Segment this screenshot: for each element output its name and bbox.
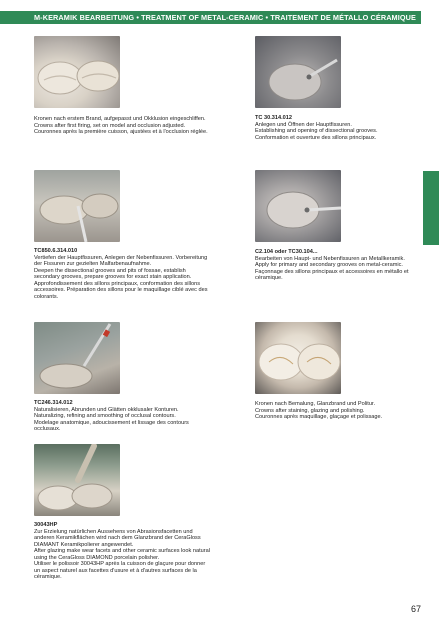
caption-line: Vertiefen der Hauptfissuren, Anlegen der Nebenfissuren. Vorbereitung der Fissuren zur gezielten Malfarbenaufnahme. (34, 254, 208, 267)
caption-2 (255, 115, 415, 141)
photo-c2104 (255, 170, 341, 242)
photo-tc30314012 (255, 36, 341, 108)
caption-line: Zur Erzielung natürlichen Aussehens von Abrasionsfacetten und anderen Keramikflächen wird nach dem Glanzbrand der CeraGloss DIAMANT Keramikpolierer angewendet. (34, 528, 201, 548)
bur-on-crown-illustration (255, 170, 341, 242)
caption-1 (34, 116, 212, 136)
caption-line: Apply for primary and secondary grooves on metal-ceramic. (255, 262, 403, 268)
page-number: 67 (411, 604, 422, 614)
caption-line: Approfondissement des sillons principaux, conformation des sillons accessoires. Préparation des sillons pour le maquillage ciblé avec des colorants. (34, 280, 208, 300)
caption-line: Kronen nach erstem Brand, aufgepasst und Okklusion eingeschliffen. (34, 116, 206, 122)
caption-4 (255, 249, 411, 282)
photo-30043hp (34, 444, 120, 516)
photo-tc8506314010 (34, 170, 120, 242)
caption-line: Bearbeiten von Haupt- und Nebenfissuren an Metallkeramik. (255, 255, 405, 262)
caption-7 (34, 522, 212, 581)
caption-line: Naturalisieren, Abrunden und Glätten okklusaler Konturen. (34, 406, 179, 413)
caption-line: After glazing make wear facets and other ceramic surfaces look natural using the CeraGloss DIAMOND porcelain polisher. (34, 548, 210, 561)
caption-line: Naturalizing, refining and smoothing of occlusal contours. (34, 413, 176, 419)
caption-line: Deepen the dissectional grooves and pits of fossae, establish secondary grooves, prepare grooves for exact stain application. (34, 267, 192, 280)
product-code: TC850.6.314.010 (34, 248, 78, 254)
caption-line: Anlegen und Öffnen der Hauptfissuren. (255, 121, 352, 128)
bur-on-teeth-illustration (34, 170, 120, 242)
photo-crowns-after-glazing (255, 322, 341, 394)
bur-on-teeth-illustration (34, 322, 120, 394)
caption-line: Modelage anatomique, adoucissement et lissage des contours occlusaux. (34, 419, 189, 432)
caption-line: Façonnage des sillons principaux et accessoires en métallo et céramique. (255, 268, 409, 281)
caption-line: Utiliser le polissoir 30043HP après la cuisson de glaçure pour donner un aspect naturel aux facettes d'usure et à d'autres surfaces de la céramique. (34, 561, 206, 580)
photo-tc246314012 (34, 322, 120, 394)
caption-line: Kronen nach Bemalung, Glanzbrand und Politur. (255, 401, 376, 407)
caption-line: Couronnes après maquillage, glaçage et polissage. (255, 414, 383, 420)
page-header: M-KERAMIK BEARBEITUNG • TREATMENT OF METAL-CERAMIC • TRAITEMENT DE MÉTALLO CÉRAMIQUE (0, 11, 421, 24)
section-tab (423, 171, 439, 245)
caption-3 (34, 248, 212, 300)
caption-line: Crowns after first firing, set on model and occlusion adjusted. (34, 122, 186, 129)
product-code: TC 30.314.012 (255, 115, 293, 121)
caption-line: Couronnes après la première cuisson, ajustées et à l'occlusion réglée. (34, 129, 208, 135)
product-code: 30043HP (34, 522, 58, 528)
bur-on-crown-illustration (255, 36, 341, 108)
caption-line: Establishing and opening of dissectional grooves. (255, 128, 378, 134)
caption-6 (255, 401, 415, 421)
product-code: C2.104 oder TC30.104... (255, 249, 318, 255)
photo-crowns-first-firing (34, 36, 120, 108)
caption-line: Crowns after staining, glazing and polishing. (255, 407, 365, 414)
crowns-illustration (34, 36, 120, 108)
caption-5 (34, 400, 212, 433)
polisher-on-teeth-illustration (34, 444, 120, 516)
caption-line: Conformation et ouverture des sillons principaux. (255, 134, 377, 141)
product-code: TC246.314.012 (34, 400, 73, 406)
crowns-illustration (255, 322, 341, 394)
